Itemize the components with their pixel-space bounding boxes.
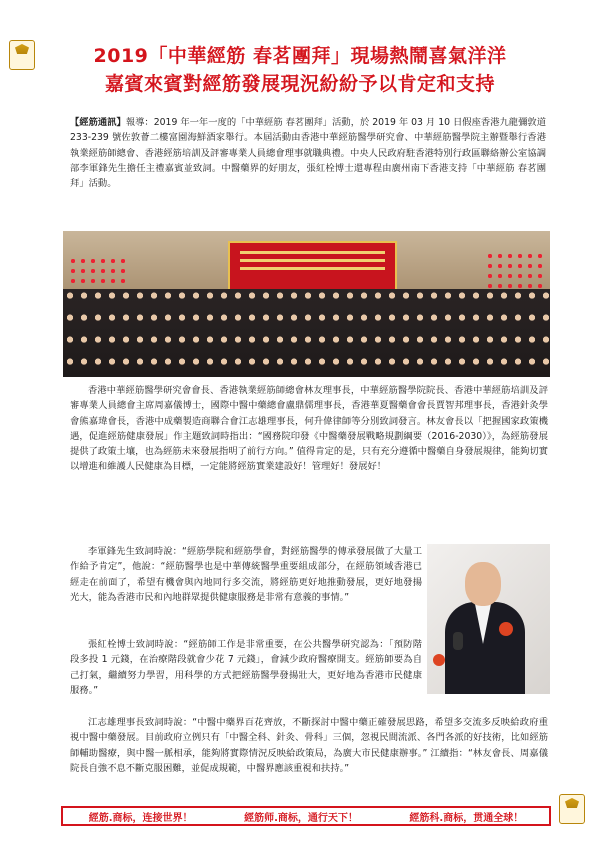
intro-lead: 【經筋通訊】 <box>70 117 126 128</box>
slogan-3: 經筋科.商标，贯通全球！ <box>409 812 524 824</box>
intro-paragraph <box>70 115 546 191</box>
society-logo-bottom <box>559 794 585 824</box>
speaker-photo <box>427 544 550 694</box>
slogan-2: 經筋师.商标，通行天下！ <box>244 812 358 824</box>
speeches-paragraph: 香港中華經筋醫學研究會會長、香港執業經筋師總會林友理事長，中華經筋醫學院院長、香港中華經筋培訓及評審專業人員總會主席周嘉儀博士，國際中醫中藥總會盧鼎儒理事長，香港華夏醫藥會會長賈智邦理事長，香港針灸學會熊嘉瑋會長，香港中成藥製造商聯合會江志雄理事長，何升偉律師等分別致詞發言。林友會長以「把握國家政策機遇，促進經筋健康發展」作主題致詞時指出：“國務院印發《中醫藥發展戰略規劃綱要（2016-2030）》，為經筋發展提供了政策土壤，也為經筋未來發展指明了前行方向。” 值得肯定的是，只有充分遵循中醫藥自身發展規律，能夠切實以增進和維護人民健康為目標，一定能將經筋實業建設好！管理好！發展好！ <box>70 385 548 473</box>
jiang-speech-paragraph: 江志雄理事長致詞時說：“中醫中藥界百花齊放，不斷探討中醫中藥正確發展思路，希望多交流多反映給政府重視中醫中藥發展。目前政府立例只有「中醫全科、針灸、骨科」三個，忽視民間流派、各門各派的好技術，比如經筋師輔助醫療，與中醫一脈相承，能夠將實際情況反映給政策局，為廣大市民健康辦事。” 江續指：“林友會長、周嘉儀院長自強不息不斷克服困難，並促成規範，中醫界應該重視和扶持。” <box>70 717 548 774</box>
group-photo <box>63 231 550 377</box>
zhang-speech-paragraph: 張紅栓博士致詞時說：“經筋師工作是非常重要，在公共醫學研究認為：「預防階段多投 1 元錢，在治療階段就會少花 7 元錢」，會減少政府醫療開支。經筋師要為自己打氣，繼續努力學習，用科學的方式把經筋醫學發揚壯大，更好地為香港市民健康服務。” <box>70 639 422 696</box>
slogan-footer <box>61 806 551 826</box>
corsage-icon <box>499 622 513 636</box>
flower-decoration <box>433 654 445 666</box>
slogan-1: 經筋.商标，连接世界！ <box>88 812 193 824</box>
attendees-group <box>63 289 550 377</box>
intro-text: 報導：2019 年一年一度的「中華經筋 春茗團拜」活動，於 2019 年 03 月 10 日假座香港九龍彌敦道 233-239 號佐敦薈二樓富園海鮮酒家舉行。本屆活動由香港中華經筋醫學研究會、中華經筋醫學院主辦暨舉行香港執業經筋師總會、香港經筋培訓及評審專業人員總會理事就職典禮。中央人民政府駐香港特別行政區聯絡辦公室協調部李軍鋒先生擔任主禮嘉賓並致詞。中醫藥界的好朋友，張紅栓博士還專程由廣州南下香港支持「中華經筋 春茗團拜」活動。 <box>70 117 546 190</box>
flower-decoration-right <box>485 251 545 291</box>
microphone-icon <box>453 632 463 650</box>
li-speech-paragraph: 李軍鋒先生致詞時說：“經筋學院和經筋學會，對經筋醫學的傳承發展做了大量工作給予肯定”，他說：“經筋醫學也是中華傳統醫學重要組成部分，在經筋領域香港已經走在前面了，希望有機會與內地同行多交流，將經筋更好地推動發展，更好地發揚光大，能為香港市民和內地群眾提供健康服務是非常有意義的事情。” <box>70 546 422 603</box>
event-banner <box>228 241 397 291</box>
headline-line2: 嘉賓來賓對經筋發展現況紛紛予以肯定和支持 <box>104 73 495 95</box>
headline-line1: 2019「中華經筋 春茗團拜」現場熱鬧喜氣洋洋 <box>93 45 507 67</box>
speaker-head <box>465 562 501 606</box>
